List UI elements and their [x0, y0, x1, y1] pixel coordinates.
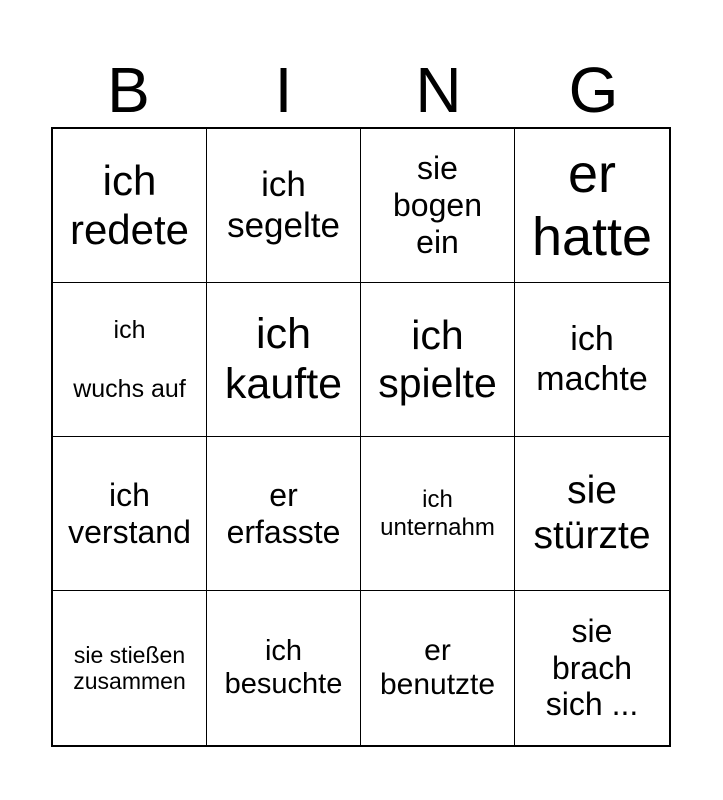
bingo-cell-r3c3[interactable]: [361, 437, 515, 591]
cell-text-line: unternahm: [380, 513, 495, 541]
bingo-cell-r2c3[interactable]: [361, 283, 515, 437]
cell-text-line: wuchs auf: [73, 374, 186, 403]
cell-text-line: bogen: [393, 187, 482, 224]
cell-text-line: spielte: [378, 359, 497, 406]
cell-text-line: ich: [261, 165, 306, 205]
cell-text-line: ich: [264, 634, 303, 667]
bingo-cell-r4c4[interactable]: [515, 591, 669, 745]
bingo-cell-r4c2[interactable]: [207, 591, 361, 745]
bingo-cell-r4c1[interactable]: [53, 591, 207, 745]
header-letter-g: G: [568, 54, 619, 126]
cell-text-line: ich: [113, 315, 146, 344]
cell-text-line: sie: [571, 612, 613, 649]
bingo-cell-r1c3[interactable]: [361, 129, 515, 283]
cell-text-line: er: [567, 144, 616, 205]
cell-text-line: ich: [411, 312, 464, 359]
bingo-board: [51, 127, 671, 747]
cell-text-line: sie: [567, 468, 617, 512]
bingo-cell-r2c1[interactable]: [53, 283, 207, 437]
cell-text-line: besuchte: [224, 668, 343, 700]
bingo-cell-r2c4[interactable]: [515, 283, 669, 437]
cell-text-line: benutzte: [379, 668, 496, 701]
bingo-header: [51, 52, 671, 128]
cell-text-line: hatte: [531, 206, 653, 267]
cell-text-line: zusammen: [73, 668, 186, 694]
cell-text-line: sich ...: [545, 686, 639, 723]
bingo-cell-r3c4[interactable]: [515, 437, 669, 591]
cell-text-line: ich: [102, 157, 157, 205]
bingo-cell-r1c2[interactable]: [207, 129, 361, 283]
cell-text-line: kaufte: [224, 359, 343, 408]
header-letter-n: N: [415, 54, 462, 126]
bingo-cell-r3c2[interactable]: [207, 437, 361, 591]
cell-text-line: ich: [422, 485, 453, 513]
cell-text-line: ein: [416, 223, 459, 260]
bingo-cell-r4c3[interactable]: [361, 591, 515, 745]
cell-text-line: ich: [109, 476, 150, 513]
cell-text-line: redete: [69, 205, 190, 253]
cell-text-line: er: [424, 633, 451, 667]
cell-text-line: brach: [551, 649, 633, 686]
cell-text-line: ich: [570, 320, 614, 359]
cell-text-line: er: [269, 476, 298, 513]
cell-text-line: stürzte: [533, 513, 651, 557]
cell-text-line: sie: [417, 150, 458, 187]
cell-text-line: machte: [536, 359, 648, 398]
bingo-cell-r2c2[interactable]: [207, 283, 361, 437]
cell-text-line: ich: [256, 310, 311, 359]
cell-text-line: sie stießen: [73, 641, 186, 668]
header-letter-b: B: [107, 54, 150, 126]
cell-text-line: verstand: [68, 513, 191, 550]
header-letter-i: I: [274, 54, 293, 126]
bingo-cell-r1c1[interactable]: [53, 129, 207, 283]
cell-text-line: erfasste: [226, 513, 341, 550]
bingo-cell-r3c1[interactable]: [53, 437, 207, 591]
cell-text-line: segelte: [227, 205, 340, 245]
bingo-cell-r1c4[interactable]: [515, 129, 669, 283]
